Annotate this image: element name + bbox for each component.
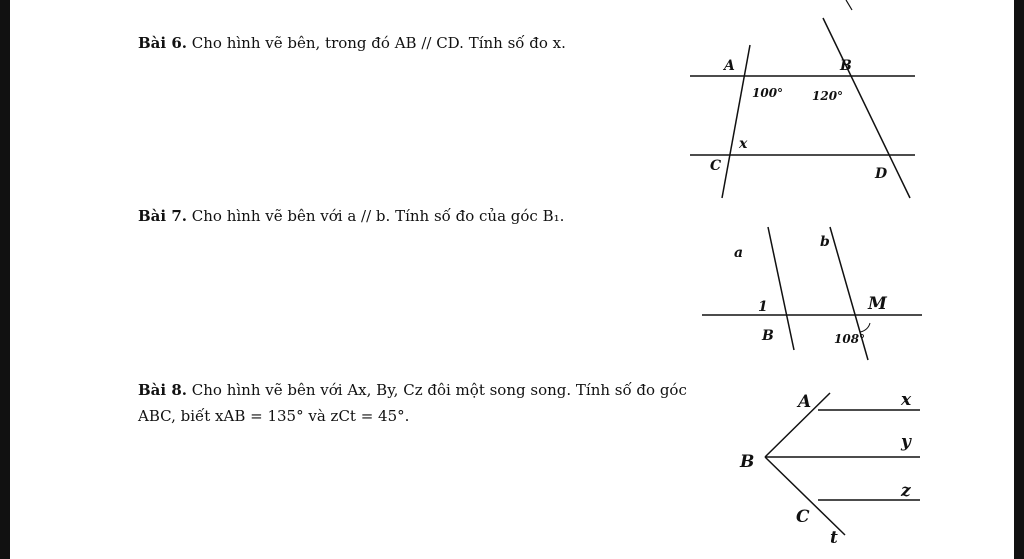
problem-7 (138, 203, 564, 229)
label-C: C (796, 507, 810, 527)
label-1: 1 (758, 299, 768, 315)
problem-8-figure (730, 385, 930, 555)
label-y: y (901, 432, 911, 452)
label-a: a (734, 245, 744, 261)
label-A: A (724, 58, 735, 74)
problem-8-text-1: Cho hình vẽ bên với Ax, By, Cz đôi một song song. Tính số đo góc (191, 381, 687, 399)
problem-6-number: Bài 6. (138, 34, 187, 52)
label-b: b (820, 234, 830, 250)
label-x: x (901, 390, 912, 410)
problem-8 (138, 377, 738, 429)
label-D: D (875, 166, 888, 182)
problem-8-line-1 (138, 377, 738, 403)
problem-6-text: Cho hình vẽ bên, trong đó AB // CD. Tính số đo x. (191, 34, 566, 52)
label-x: x (739, 136, 748, 152)
label-C: C (710, 158, 722, 174)
problem-7-figure (700, 222, 930, 362)
label-t: t (830, 528, 838, 548)
problem-6-figure (680, 0, 930, 200)
problem-8-text-2: ABC, biết xAB = 135° và zCt = 45°. (138, 407, 410, 425)
problem-8-number: Bài 8. (138, 381, 187, 399)
angle-108: 108° (834, 332, 866, 346)
worksheet-page (10, 0, 1014, 559)
problem-6 (138, 30, 566, 56)
label-M: M (868, 294, 887, 314)
problem-7-text: Cho hình vẽ bên với a // b. Tính số đo của góc B₁. (191, 207, 565, 225)
angle-120: 120° (812, 89, 844, 103)
label-z: z (901, 481, 911, 501)
label-B: B (762, 328, 774, 344)
label-A: A (798, 392, 812, 412)
angle-100: 100° (752, 86, 784, 100)
problem-7-number: Bài 7. (138, 207, 187, 225)
label-B: B (740, 452, 755, 472)
label-B: B (840, 58, 852, 74)
